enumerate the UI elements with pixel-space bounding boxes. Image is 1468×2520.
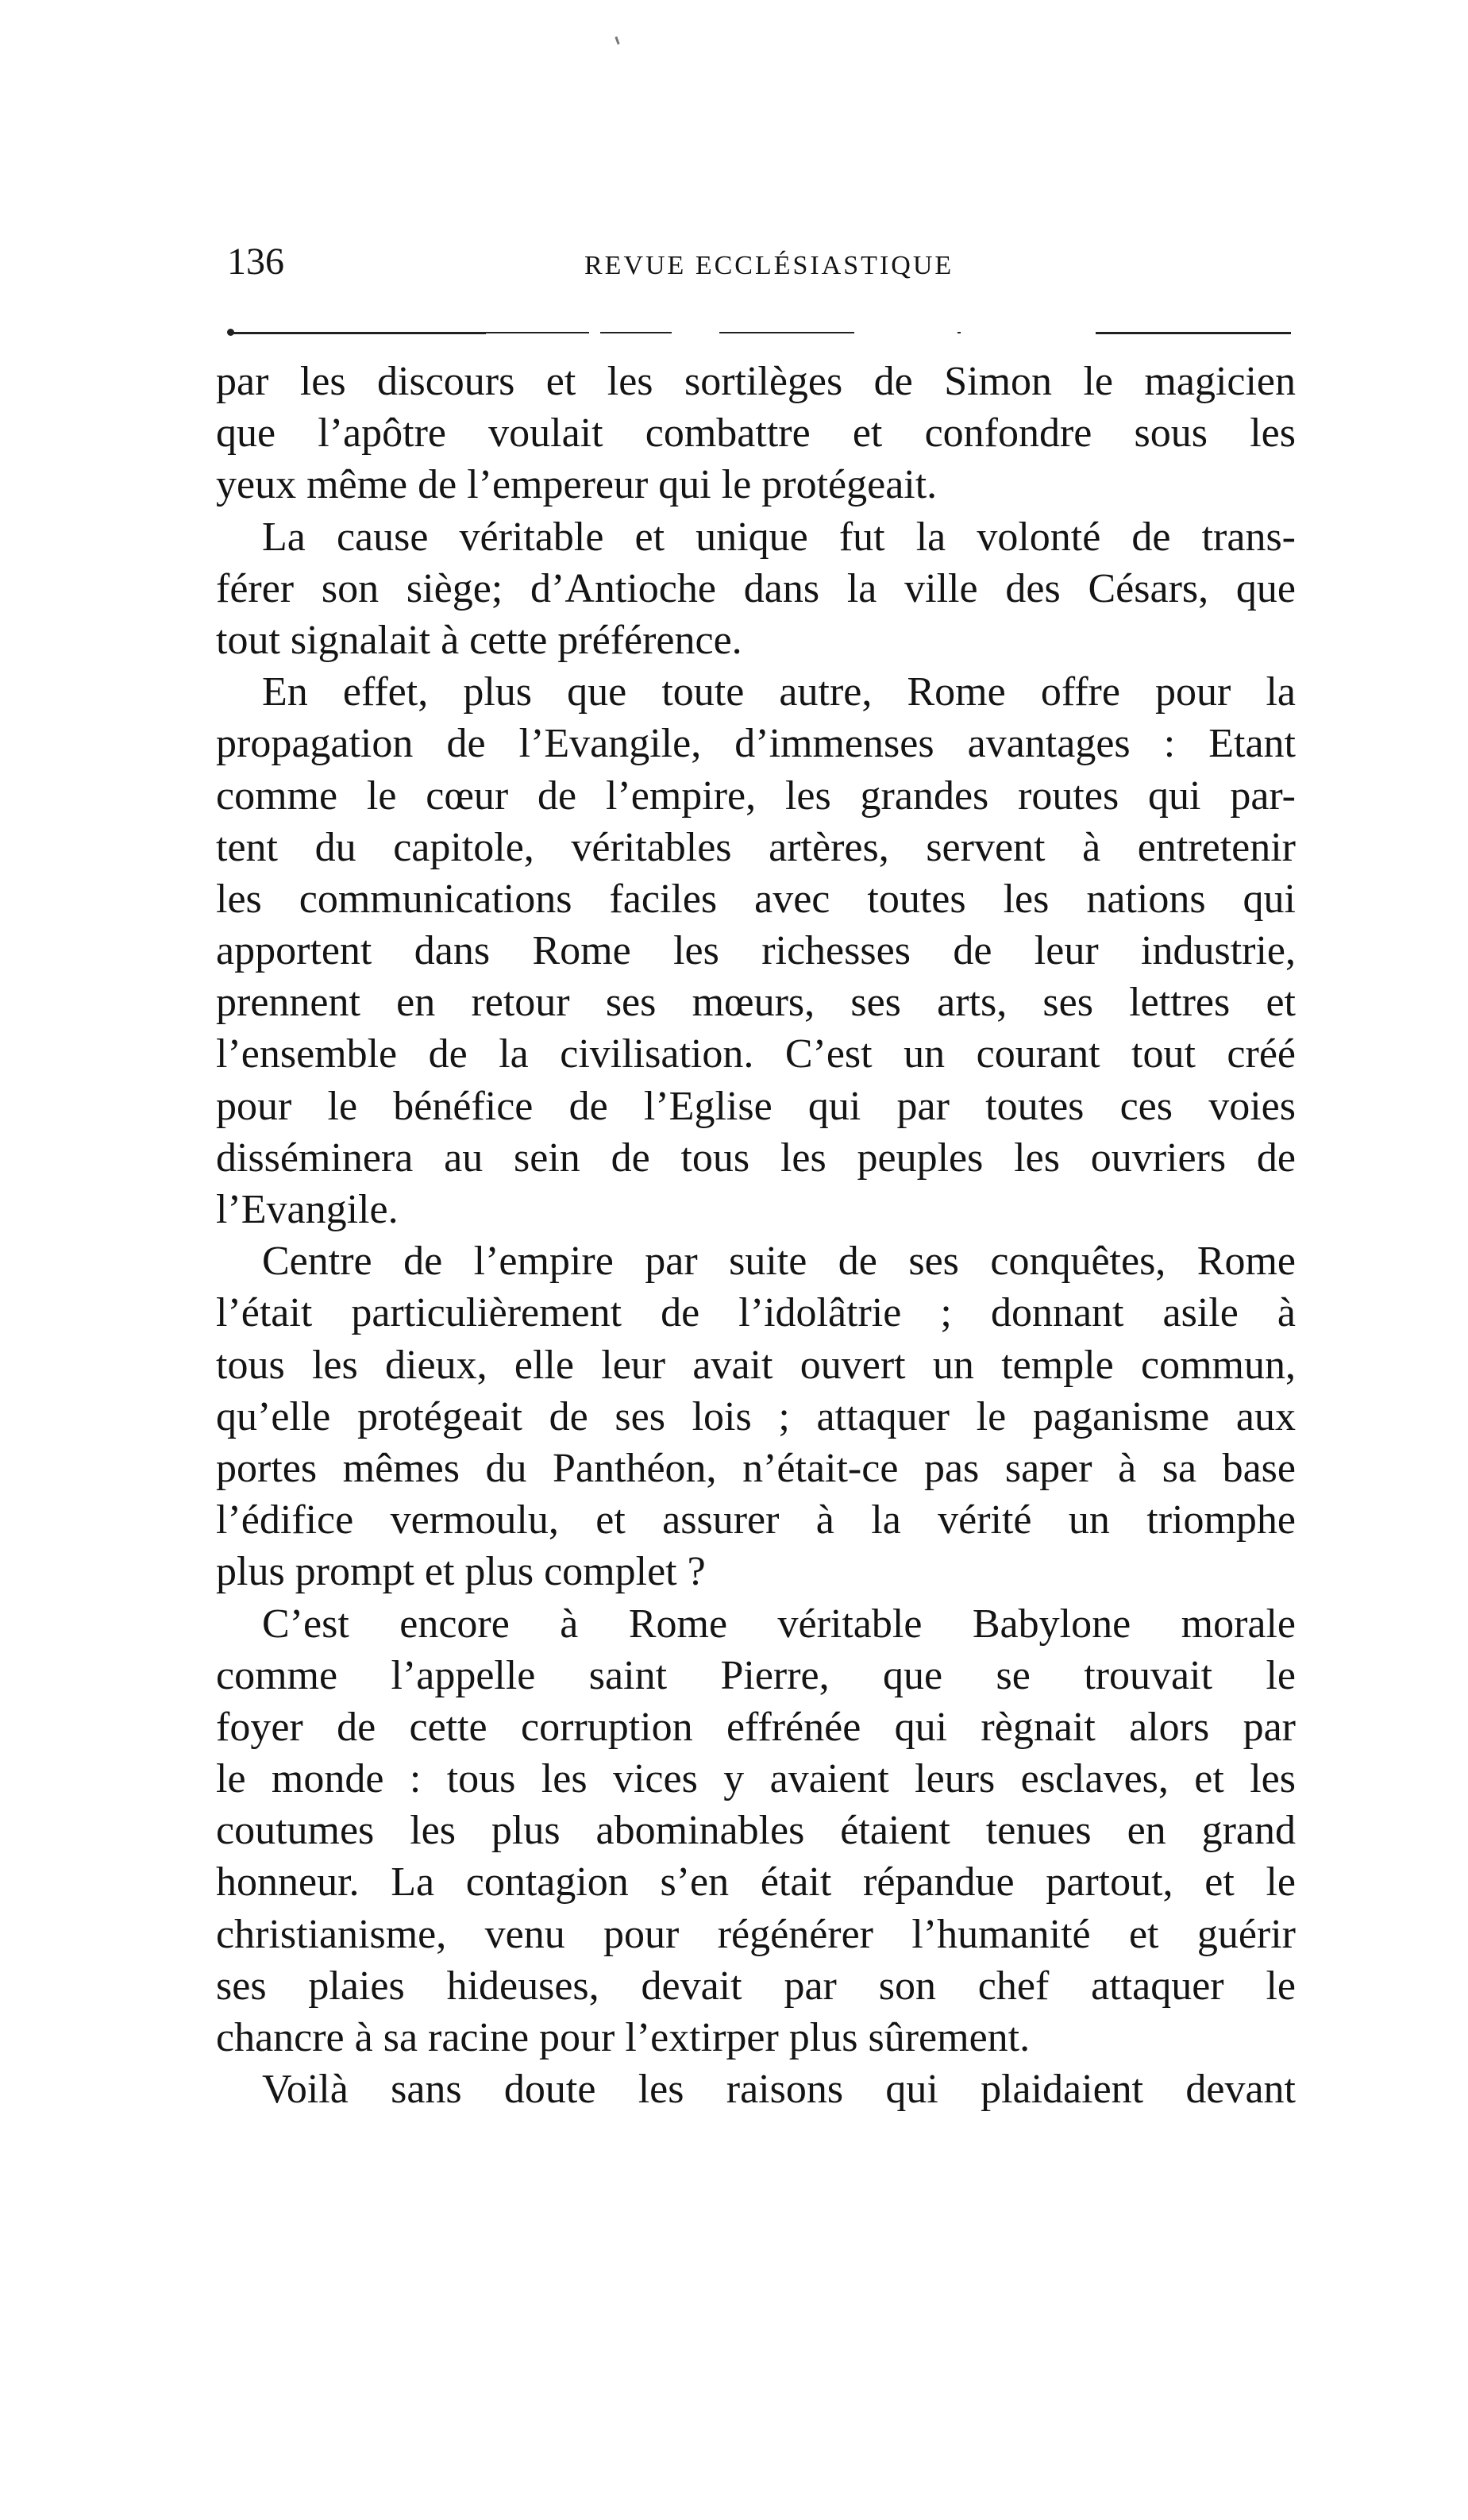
text-line: Centre de l’empire par suite de ses conquêtes, Rome — [262, 1239, 1296, 1285]
text-line: ses plaies hideuses, devait par son chef attaquer le — [216, 1963, 1296, 2009]
text-line: l’Evangile. — [216, 1187, 399, 1232]
rule-segment — [957, 332, 961, 333]
running-head: REVUE ECCLÉSIASTIQUE — [584, 251, 954, 280]
rule-segment — [1096, 332, 1291, 334]
text-line: les communications faciles avec toutes les nations qui — [216, 876, 1296, 922]
text-line: tous les dieux, elle leur avait ouvert un temple commun, — [216, 1342, 1296, 1388]
text-line: pour le bénéfice de l’Eglise qui par toutes ces voies — [216, 1083, 1296, 1129]
rule-segment — [486, 332, 589, 333]
text-line: que l’apôtre voulait combattre et confondre sous les — [216, 410, 1296, 457]
text-line: En effet, plus que toute autre, Rome offre pour la — [262, 669, 1296, 715]
text-line: foyer de cette corruption effrénée qui règnait alors par — [216, 1704, 1296, 1750]
text-line: qu’elle protégeait de ses lois ; attaquer le paganisme aux — [216, 1393, 1296, 1439]
text-line: tent du capitole, véritables artères, servent à entretenir — [216, 824, 1296, 870]
rule-segment — [232, 332, 486, 334]
text-line: chancre à sa racine pour l’extirper plus sûrement. — [216, 2015, 1031, 2060]
text-line: disséminera au sein de tous les peuples les ouvriers de — [216, 1135, 1296, 1181]
page-number: 136 — [227, 241, 284, 283]
text-line: tout signalait à cette préférence. — [216, 617, 742, 663]
text-line: par les discours et les sortilèges de Simon le magicien — [216, 359, 1296, 404]
text-line: La cause véritable et unique fut la volonté de trans- — [262, 514, 1296, 560]
text-line: yeux même de l’empereur qui le protégeait. — [216, 462, 938, 508]
text-line: l’ensemble de la civilisation. C’est un courant tout créé — [216, 1031, 1296, 1077]
text-line: comme l’appelle saint Pierre, que se trouvait le — [216, 1652, 1296, 1698]
ink-speck — [615, 37, 619, 44]
text-line: propagation de l’Evangile, d’immenses avantages : Etant — [216, 721, 1296, 767]
header-rule — [227, 332, 1291, 337]
rule-segment — [600, 332, 672, 333]
text-line: christianisme, venu pour régénérer l’humanité et guérir — [216, 1911, 1296, 1957]
text-line: honneur. La contagion s’en était répandue partout, et le — [216, 1859, 1296, 1905]
text-line: apportent dans Rome les richesses de leur industrie, — [216, 928, 1296, 974]
text-line: comme le cœur de l’empire, les grandes routes qui par- — [216, 773, 1296, 819]
body-text — [216, 356, 1296, 2115]
page-header — [227, 238, 1291, 302]
text-line: l’était particulièrement de l’idolâtrie ; donnant asile à — [216, 1290, 1296, 1336]
text-line: prennent en retour ses mœurs, ses arts, ses lettres et — [216, 980, 1296, 1026]
text-line: plus prompt et plus complet ? — [216, 1549, 706, 1595]
text-line: Voilà sans doute les raisons qui plaidaient devant — [262, 2067, 1296, 2113]
text-line: le monde : tous les vices y avaient leurs esclaves, et les — [216, 1756, 1296, 1802]
rule-segment — [719, 332, 854, 333]
text-line: coutumes les plus abominables étaient tenues en grand — [216, 1808, 1296, 1854]
text-line: C’est encore à Rome véritable Babylone morale — [262, 1601, 1296, 1647]
text-line: l’édifice vermoulu, et assurer à la vérité un triomphe — [216, 1497, 1296, 1543]
text-line: férer son siège; d’Antioche dans la ville des Césars, que — [216, 565, 1296, 611]
text-line: portes mêmes du Panthéon, n’était-ce pas saper à sa base — [216, 1445, 1296, 1491]
